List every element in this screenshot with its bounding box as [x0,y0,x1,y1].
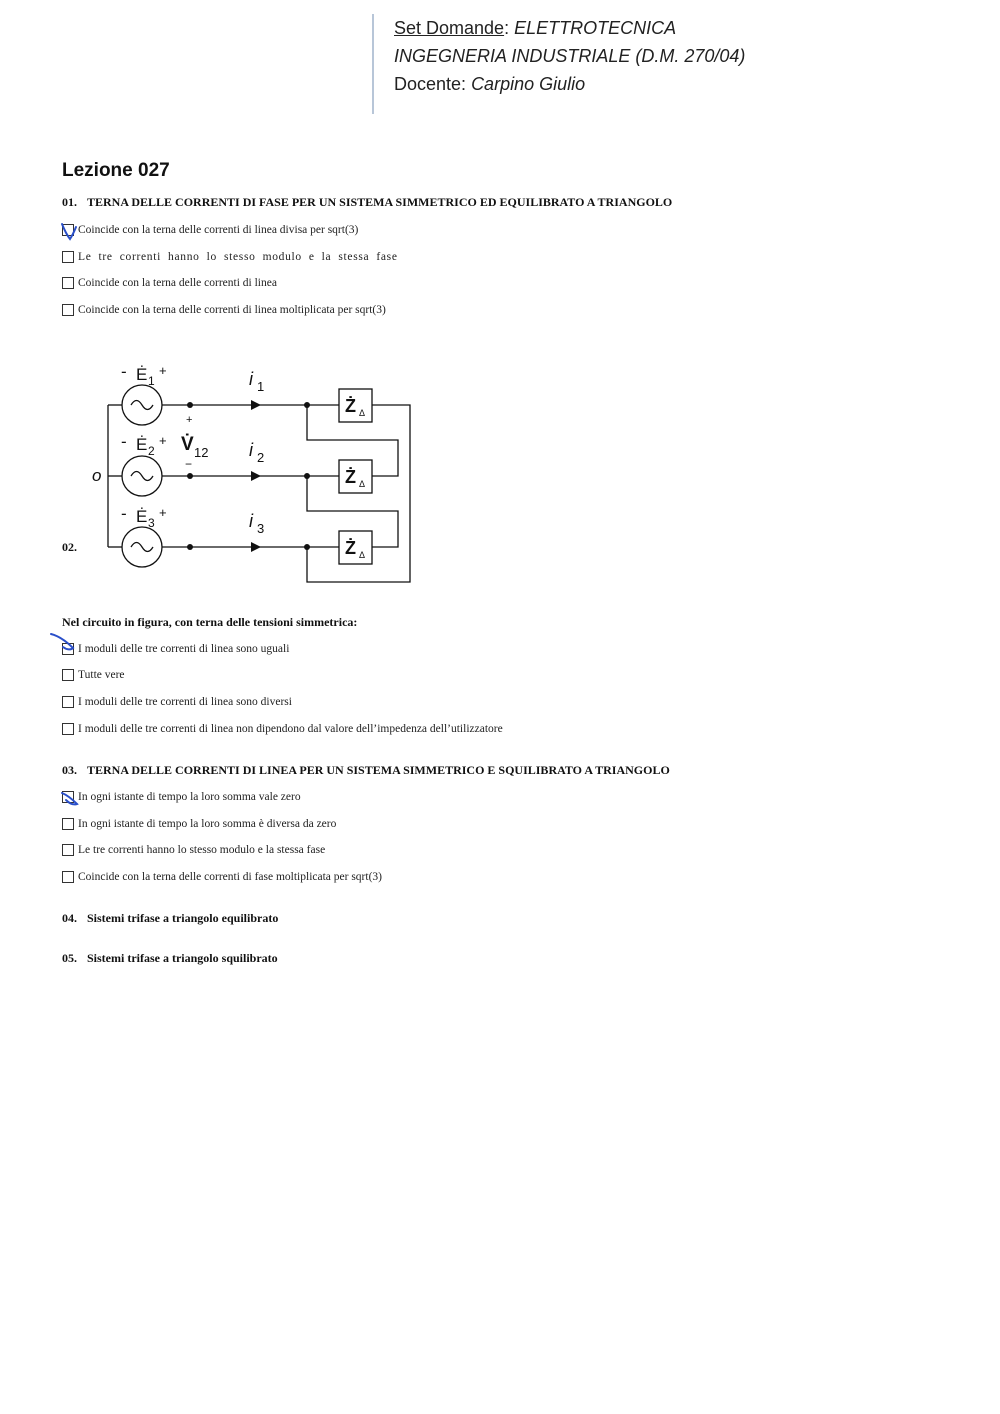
source-3-plus: + [159,505,167,520]
option-label: In ogni istante di tempo la loro somma vale zero [78,791,301,803]
source-3 [122,527,162,567]
source-1-plus: + [159,363,167,378]
question-04-title [62,911,278,926]
set-sep: : [504,18,515,38]
set-line [394,14,745,42]
source-2-plus: + [159,433,167,448]
q03-option-3[interactable] [62,842,325,858]
course-name: INGEGNERIA INDUSTRIALE (D.M. 270/04) [394,46,746,66]
voltage-plus: + [186,414,193,426]
option-label: I moduli delle tre correnti di linea sono diversi [78,696,292,708]
source-2 [122,456,162,496]
load-3-name: Ż [345,538,356,558]
q01-option-2-checkbox[interactable] [62,251,74,263]
option-label: Le tre correnti hanno lo stesso modulo e la stessa fase [78,251,398,263]
option-label: Le tre correnti hanno lo stesso modulo e la stessa fase [78,844,326,856]
source-2-sub: 2 [148,444,155,458]
q01-option-4-checkbox[interactable] [62,304,74,316]
set-label: Set Domande [394,18,505,38]
q03-option-4-checkbox[interactable] [62,871,74,883]
q02-option-3-checkbox[interactable] [62,696,74,708]
q01-option-2[interactable] [62,249,398,265]
source-3-minus: - [121,504,127,523]
q01-option-1-checkbox[interactable] [62,224,74,236]
q02-option-1[interactable] [62,641,289,657]
q01-option-4[interactable] [62,302,386,318]
load-1-sub: Δ [359,408,366,418]
circuit-diagram [85,355,420,590]
question-text: TERNA DELLE CORRENTI DI LINEA PER UN SISTEMA SIMMETRICO E SQUILIBRATO A TRIANGOLO [87,763,670,777]
course-line [394,42,745,70]
option-label: I moduli delle tre correnti di linea non dipendono dal valore dell’impedenza dell’utilizzatore [78,723,503,735]
voltage-sub: 12 [194,445,209,460]
teacher-sep: : [461,74,472,94]
source-2-name: Ė [136,435,148,454]
question-02-title: Nel circuito in figura, con terna delle tensioni simmetrica: [62,615,358,629]
option-label: Coincide con la terna delle correnti di linea divisa per sqrt(3) [78,224,359,236]
current-1-sub: 1 [257,379,265,394]
option-label: Coincide con la terna delle correnti di linea [78,277,277,289]
neutral-label: o [92,466,102,485]
option-label: Tutte vere [78,669,125,681]
question-number: 05. [62,951,77,965]
option-label: Coincide con la terna delle correnti di fase moltiplicata per sqrt(3) [78,871,382,883]
voltage-minus: − [185,457,193,471]
current-2-name: i [249,440,253,460]
q03-option-1-checkbox[interactable] [62,791,74,803]
pen-check-icon [59,221,81,243]
question-05-title [62,951,278,966]
option-label: I moduli delle tre correnti di linea sono uguali [78,643,290,655]
teacher-name: Carpino Giulio [471,74,586,94]
teacher-line [394,70,745,98]
q02-option-2-checkbox[interactable] [62,669,74,681]
source-1-sub: 1 [148,374,155,388]
source-2-minus: - [121,432,127,451]
q02-option-3[interactable] [62,694,292,710]
teacher-label: Docente [394,74,462,94]
question-number: 04. [62,911,77,925]
set-value: ELETTROTECNICA [514,18,677,38]
current-1-name: i [249,369,253,389]
document-header [372,14,745,114]
q01-option-3[interactable] [62,275,277,291]
q02-option-2[interactable] [62,667,125,683]
q01-option-3-checkbox[interactable] [62,277,74,289]
load-1-name: Ż [345,396,356,416]
question-01-title [62,195,672,210]
lesson-title: Lezione 027 [62,160,170,181]
source-1 [122,385,162,425]
q02-option-4-checkbox[interactable] [62,723,74,735]
question-text: Sistemi trifase a triangolo equilibrato [87,911,279,925]
question-text: TERNA DELLE CORRENTI DI FASE PER UN SISTEMA SIMMETRICO ED EQUILIBRATO A TRIANGOLO [87,195,673,209]
load-3-sub: Δ [359,550,366,560]
question-number: 01. [62,195,77,209]
voltage-name: V̇ [181,434,194,455]
q03-option-2-checkbox[interactable] [62,818,74,830]
source-3-name: Ė [136,507,148,526]
q01-option-1[interactable] [62,222,358,238]
question-03-title [62,763,670,778]
q03-option-1[interactable] [62,789,301,805]
current-3-name: i [249,511,253,531]
q02-option-1-checkbox[interactable] [62,643,74,655]
source-1-minus: - [121,362,127,381]
pen-check-icon [59,788,83,810]
q03-option-2[interactable] [62,816,336,832]
q03-option-4[interactable] [62,869,382,885]
question-number: 03. [62,763,77,777]
q02-option-4[interactable] [62,721,503,737]
load-2-sub: Δ [359,479,366,489]
question-02-number: 02. [62,540,77,554]
source-3-sub: 3 [148,516,155,530]
current-2-sub: 2 [257,450,265,465]
current-3-sub: 3 [257,521,265,536]
question-text: Sistemi trifase a triangolo squilibrato [87,951,278,965]
pen-check-icon [49,630,79,656]
source-1-name: Ė [136,365,148,384]
load-2-name: Ż [345,467,356,487]
option-label: Coincide con la terna delle correnti di linea moltiplicata per sqrt(3) [78,304,386,316]
option-label: In ogni istante di tempo la loro somma è diversa da zero [78,818,337,830]
q03-option-3-checkbox[interactable] [62,844,74,856]
